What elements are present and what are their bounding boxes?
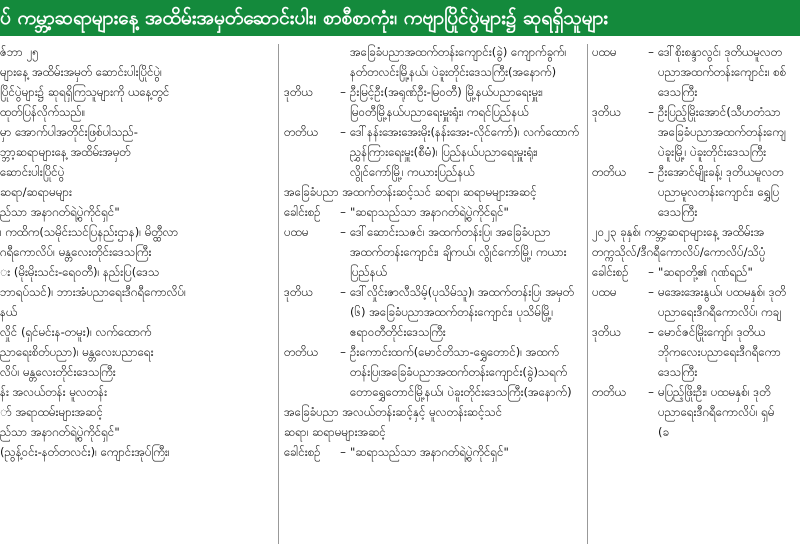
dash-separator: – (648, 285, 654, 299)
rank-label: ဒုတိယ (284, 85, 313, 99)
dash-separator (336, 42, 350, 62)
rank-label (284, 162, 336, 182)
rank-label: ခေါင်းစဉ် (592, 265, 629, 279)
award-entry (592, 402, 800, 422)
award-entry (284, 222, 582, 242)
award-entry (284, 142, 582, 162)
entry-text: ဧရာဝတီတိုင်းဒေသကြီး (350, 325, 446, 339)
rank-label (592, 82, 644, 102)
entry-text: "ဆရာသည်သာ အနာဂတ်ရဲ့ပွဲကိုင်ရှင်" (350, 445, 509, 459)
rank-label: ဒုတိယ (592, 325, 621, 339)
entry-text: "ဆရာတို့၏ ဂုဏ်ရည်" (658, 265, 753, 279)
headline-banner (0, 0, 800, 36)
award-entry (592, 322, 800, 342)
rank-label (592, 182, 644, 202)
text-line: မှာ အောက်ပါအတိုင်းဖြစ်ပါသည်- (0, 125, 138, 139)
award-entry (284, 342, 582, 362)
award-entry (284, 282, 582, 302)
dash-separator (644, 82, 658, 102)
entry-text: "ဆရာသည်သာ အနာဂတ်ရဲ့ပွဲကိုင်ရှင်" (350, 205, 509, 219)
entry-text: ပညာရေးဒီဂရီကောလိပ်၊ ရှမ် (658, 405, 775, 419)
entry-text: ဦးပြည့်မြိုးအောင်(သီဟတံသာ (658, 105, 781, 119)
text-line: ညာရေးစိတ်ပညာ)၊ မန္တလေးပညာရေး (0, 345, 154, 359)
dash-separator (644, 142, 658, 162)
rank-label (592, 122, 644, 142)
rank-label: တတိယ (284, 125, 318, 139)
entry-text: ဒေါ်စိုးစန္ဒာလွင်၊ ဒုတိယမူလတ (658, 45, 783, 59)
award-entry (284, 302, 582, 322)
dash-separator: – (648, 265, 654, 279)
rank-label (592, 362, 644, 382)
section-heading: တက္ကသိုလ်/ဒီဂရီကောလိပ်/ကောလိပ်/သိပ္ပံ (592, 245, 766, 259)
entry-text: ဦးမြင့်ဦး(အရုဏ်ဦး-မြဝတီ) မြို့နယ်ပညာရေးမှူး၊ (350, 85, 543, 99)
rank-label: ခေါင်းစဉ် (284, 445, 321, 459)
entry-text: ဒေသကြီး (658, 205, 698, 219)
entry-text: ဦးအောင်မျိုးခန့်၊ ဒုတိယမူလတ (658, 165, 784, 179)
text-line: း (မိုးမိုးသင်း-ရေဝတီ)၊ နည်းပြ(ဒေသ (0, 265, 160, 279)
dash-separator (336, 62, 350, 82)
entry-text: မောင်ဇင်မြိုးကျော်၊ ဒုတိယ (658, 325, 766, 339)
rank-label (592, 202, 644, 222)
text-line: ည်သာ အနာဂတ်ရဲ့ပွဲကိုင်ရှင်" (0, 205, 120, 219)
text-line: ထုတ်ပြန်လိုက်သည်။ (0, 105, 86, 119)
rank-label (284, 382, 336, 402)
dash-separator (644, 202, 658, 222)
text-line: လိပ်၊ မန္တလေးတိုင်းဒေသကြီး (0, 365, 116, 379)
rank-label: တတိယ (592, 385, 626, 399)
rank-label: တတိယ (284, 345, 318, 359)
dash-separator: – (340, 445, 346, 459)
dash-separator: – (648, 45, 654, 59)
dash-separator (644, 362, 658, 382)
rank-label: ခေါင်းစဉ် (284, 205, 321, 219)
entry-text: ပညာရေးဒီဂရီကောလိပ်၊ ကချ (658, 305, 781, 319)
text-line: ဂရီကောလိပ်၊ မန္တလေးတိုင်းဒေသကြီး (0, 245, 152, 259)
award-entry (592, 382, 800, 402)
text-line: ဆရာ/ဆရာမများ (0, 185, 72, 199)
dash-separator: – (340, 285, 346, 299)
award-entry (592, 42, 800, 62)
dash-separator (644, 122, 658, 142)
dash-separator: – (648, 325, 654, 339)
rank-label (284, 142, 336, 162)
entry-text: ဒေါ်ဆောင်းသဇင်၊ အထက်တန်းပြ၊ အခြေခံပညာ (350, 225, 551, 239)
dash-separator (644, 402, 658, 422)
dash-separator (644, 62, 658, 82)
column-2 (284, 42, 582, 550)
award-entry (284, 242, 582, 262)
article-body (0, 42, 800, 550)
award-entry (284, 162, 582, 182)
dash-separator (336, 322, 350, 342)
section-heading: ဆရာ၊ ဆရာမများအဆင့် (284, 425, 386, 439)
text-line: ဘ္ဘာ့ဆရာများနေ့ အထိမ်းအမှတ် (0, 145, 131, 159)
entry-text: တောရွှေတောင်မြို့နယ်၊ ပဲခူးတိုင်းဒေသကြီး(အနောက်) (350, 385, 572, 399)
dash-separator: – (340, 125, 346, 139)
award-entry (284, 202, 582, 222)
award-entry (284, 102, 582, 122)
dash-separator (644, 422, 658, 442)
award-entry (592, 342, 800, 362)
entry-text: ပညာအထက်တန်းကျောင်း၊ စစ် (658, 65, 787, 79)
section-heading: အခြေခံပညာ အလယ်တန်းဆင့်နှင့် မူလတန်းဆင့်သင် (284, 405, 503, 419)
dash-separator: – (340, 85, 346, 99)
award-entry (284, 62, 582, 82)
text-line: လှိုင် (ရှင်မင်းန-တမူး)၊ လက်ထောက် (0, 325, 152, 339)
dash-separator (336, 142, 350, 162)
award-entry (592, 142, 800, 162)
award-entry (592, 302, 800, 322)
text-line: နယ် (0, 305, 18, 319)
award-entry (284, 262, 582, 282)
award-entry (592, 122, 800, 142)
rank-label: တတိယ (592, 165, 626, 179)
text-line: ပြိုင်ပွဲများ၌ ဆုရရှိကြသူများကို ယနေ့တွင် (0, 85, 170, 99)
rank-label: ပထမ (592, 285, 617, 299)
dash-separator (336, 162, 350, 182)
dash-separator (336, 302, 350, 322)
text-line: ဆောင်းပါးပြိုင်ပွဲ (0, 165, 65, 179)
entry-text: ညွှန်ကြားရေးမှူး(စီမံ)၊ ပြည်နယ်ပညာရေးမှူးရုံး၊ (350, 145, 538, 159)
rank-label (284, 102, 336, 122)
column-3 (592, 42, 800, 550)
rank-label (284, 42, 336, 62)
text-line: ၊ ကထိက(သမိုင်းသင်ပြနည်းဌာန)၊ မိတ္ထီလာ (0, 225, 179, 239)
entry-text: တန်းပြ၊အခြေခံပညာအထက်တန်းကျောင်း(ခွဲ)သရက် (350, 365, 568, 379)
rank-label: ဒုတိယ (284, 285, 313, 299)
headline-text: ပ် ကမ္ဘာ့ဆရာများနေ့ အထိမ်းအမှတ်ဆောင်းပါး၊ စာစီစာကုံး၊ ကဗျာပြိုင်ပွဲများ၌ ဆုရရှိသူများ (0, 7, 609, 29)
dash-separator: – (340, 225, 346, 239)
award-entry (592, 82, 800, 102)
rank-label (284, 262, 336, 282)
dash-separator: – (648, 105, 654, 119)
dash-separator (644, 302, 658, 322)
entry-text: (၆) အခြေခံပညာအထက်တန်းကျောင်း၊ ပုသိမ်မြို့၊ (350, 305, 554, 319)
entry-text: အခြေခံပညာအထက်တန်းကျေ (658, 125, 786, 139)
rank-label (592, 62, 644, 82)
text-line: ာ် အရာထမ်းများအဆင့် (0, 405, 103, 419)
award-entry (284, 122, 582, 142)
entry-text: ပညာမူလတန်းကျောင်း၊ ရွှေပြ (658, 185, 780, 199)
text-line: ည်သာ အနာဂတ်ရဲ့ပွဲကိုင်ရှင်" (0, 425, 120, 439)
rank-label: ပထမ (592, 45, 617, 59)
rank-label: ပထမ (284, 225, 309, 239)
entry-text: ဒေါ်လှိုင်းဇာလီသိမ့်(ပုသိမ်သူ)၊ အထက်တန်းပြ၊ အမှတ် (350, 285, 575, 299)
award-entry (592, 362, 800, 382)
section-heading: အခြေခံပညာ အထက်တန်းဆင့်သင် ဆရာ၊ ဆရာမများအဆင့် (284, 185, 537, 199)
dash-separator (336, 102, 350, 122)
rank-label (592, 302, 644, 322)
entry-text: မြဝတီမြို့နယ်ပညာရေးမှူးရုံး၊ ကရင်ပြည်နယ် (350, 105, 529, 119)
column-1 (0, 42, 272, 550)
entry-text: အထက်တန်းကျောင်း၊ ချိကယ်၊ လွိုင်ကော်မြို့၊ ကယား (350, 245, 567, 259)
award-entry (592, 262, 800, 282)
entry-text: ဒေါ်နန်းအေးအေးမိုး(နန်းအေး-လိုင်ကော်)၊ လက်ထောက် (350, 125, 580, 139)
dash-separator (336, 362, 350, 382)
dash-separator (336, 242, 350, 262)
entry-text: နတ်တလင်းမြို့နယ်၊ ပဲခူးတိုင်းဒေသကြီး(အနောက်) (350, 65, 557, 79)
award-entry (592, 162, 800, 182)
award-entry (284, 362, 582, 382)
award-entry (284, 42, 582, 62)
entry-text: (ခ (658, 425, 670, 439)
rank-label (592, 342, 644, 362)
rank-label (284, 242, 336, 262)
award-entry (592, 182, 800, 202)
rank-label (592, 422, 644, 442)
award-entry (592, 422, 800, 442)
award-entry (592, 202, 800, 222)
award-entry (284, 382, 582, 402)
award-entry (592, 282, 800, 302)
award-entry (284, 442, 582, 462)
entry-text: ပဲခူးမြို့၊ ပဲခူးတိုင်းဒေသကြီး (658, 145, 767, 159)
section-heading: ၂၀၂၃ ခုနှစ်၊ ကမ္ဘာ့ဆရာများနေ့ အထိမ်းအ (592, 225, 765, 239)
award-entry (284, 322, 582, 342)
rank-label (284, 362, 336, 382)
dash-separator: – (648, 385, 654, 399)
entry-text: မအေးအေးနွယ်၊ ပထမနှစ်၊ ဒုတိ (658, 285, 787, 299)
entry-text: လွိုင်ကော်မြို့၊ ကယားပြည်နယ် (350, 165, 475, 179)
dash-separator: – (340, 205, 346, 219)
dash-separator (644, 342, 658, 362)
rank-label (284, 62, 336, 82)
dash-separator (644, 182, 658, 202)
rank-label: ဒုတိယ (592, 105, 621, 119)
entry-text: ပြည်နယ် (350, 265, 388, 279)
rank-label (284, 302, 336, 322)
entry-text: ဒေသကြီး (658, 85, 698, 99)
award-entry (284, 82, 582, 102)
award-entry (592, 102, 800, 122)
dash-separator (336, 262, 350, 282)
rank-label (592, 402, 644, 422)
text-line: န်း အလယ်တန်း မူလတန်း (0, 385, 108, 399)
entry-text: မပြည့်ဖြိုးဦး၊ ပထမနှစ်၊ ဒုတိ (658, 385, 771, 399)
entry-text: ဒေသကြီး (658, 365, 698, 379)
entry-text: ဦးကောင်းထက်(မောင်တိသာ-ရွှေတောင်)၊ အထက် (350, 345, 559, 359)
dash-separator: – (340, 345, 346, 359)
award-entry (592, 62, 800, 82)
text-line: ဘာရပ်သင်)၊ ဘားအံပညာရေးဒီဂရီကောလိပ်၊ (0, 285, 186, 299)
dash-separator (336, 382, 350, 402)
rank-label (284, 322, 336, 342)
entry-text: အခြေခံပညာအထက်တန်းကျောင်း(ခွဲ) ကျောက်ခွက်၊ (350, 45, 567, 59)
text-line: (ညွန့်ဝင်း-နတ်တလင်း)၊ ကျောင်းအုပ်ကြီး၊ (0, 445, 170, 459)
rank-label (592, 142, 644, 162)
text-line: ဇ်ဘာ ၂၅ (0, 45, 39, 59)
entry-text: ဘိုကလေးပညာရေးဒီဂရီကော (658, 345, 781, 359)
text-line: များနေ့ အထိမ်းအမှတ် ဆောင်းပါးပြိုင်ပွဲ၊ (0, 65, 162, 79)
dash-separator: – (648, 165, 654, 179)
